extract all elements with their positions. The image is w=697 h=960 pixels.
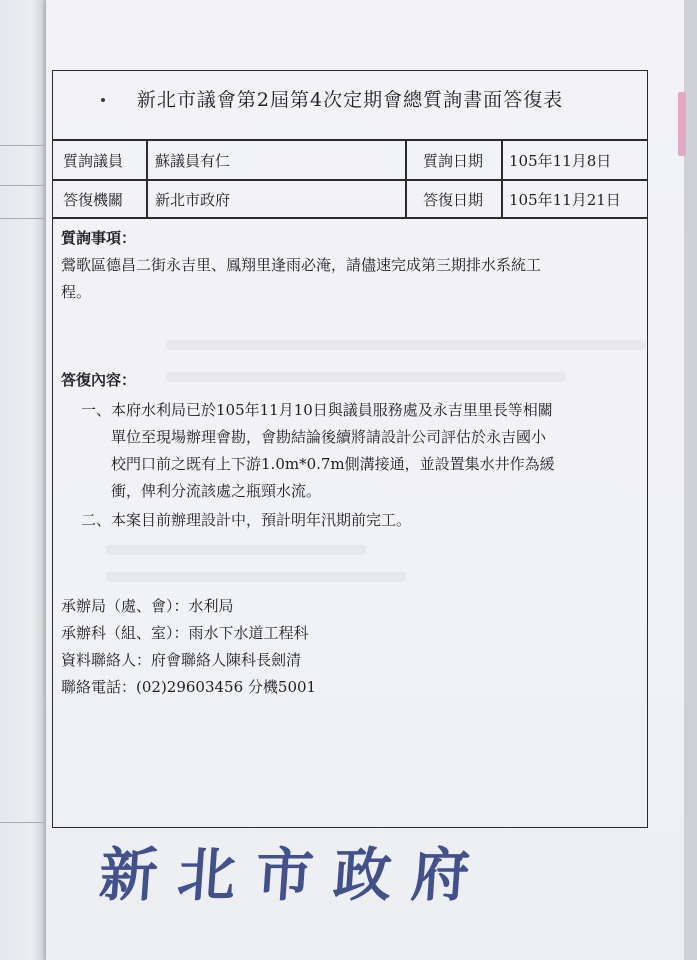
contact-bureau: 承辦局（處、會）：水利局 xyxy=(61,597,234,615)
value-reply-agency: 新北市政府 xyxy=(155,191,231,209)
pink-tab xyxy=(678,92,686,156)
contact-phone: 聯絡電話：(02)29603456 分機5001 xyxy=(61,678,317,696)
reply-item-1-number: 一、 xyxy=(81,401,112,419)
label-reply-agency: 答復機關 xyxy=(63,191,124,209)
label-inquiry-date: 質詢日期 xyxy=(423,152,484,170)
reply-item-2: 本案目前辦理設計中，預計明年汛期前完工。 xyxy=(111,511,412,529)
inquiry-label: 質詢事項： xyxy=(61,229,137,247)
label-inquirer: 質詢議員 xyxy=(63,152,124,170)
underlying-page xyxy=(0,0,47,960)
label-reply-date: 答復日期 xyxy=(423,191,484,209)
contact-person: 資料聯絡人：府會聯絡人陳科長劍清 xyxy=(61,651,302,669)
reply-label: 答復內容： xyxy=(61,371,137,389)
value-reply-date: 105年11月21日 xyxy=(509,191,621,209)
value-inquiry-date: 105年11月8日 xyxy=(509,152,612,170)
reply-item-1: 本府水利局已於105年11月10日與議員服務處及永吉里里長等相關 單位至現場辦理會勘，會勘結論後續將請設計公司評估於永吉國小 校門口前之既有上下游1.0m*0.7m側溝接通，並設置集水井作為緩 衝，俾利分流該處之瓶頸水流。 xyxy=(111,401,555,500)
government-seal-stamp: 新北市政府 xyxy=(97,841,492,909)
value-inquirer: 蘇議員有仁 xyxy=(155,152,231,170)
contact-section: 承辦科（組、室）：雨水下水道工程科 xyxy=(61,624,309,642)
inquiry-text: 鶯歌區德昌二街永吉里、鳳翔里逢雨必淹，請儘速完成第三期排水系統工 程。 xyxy=(61,256,542,301)
document-title: 新北市議會第2屆第4次定期會總質詢書面答復表 xyxy=(136,89,564,111)
reply-item-2-number: 二、 xyxy=(81,511,112,529)
reply-form xyxy=(52,70,648,828)
